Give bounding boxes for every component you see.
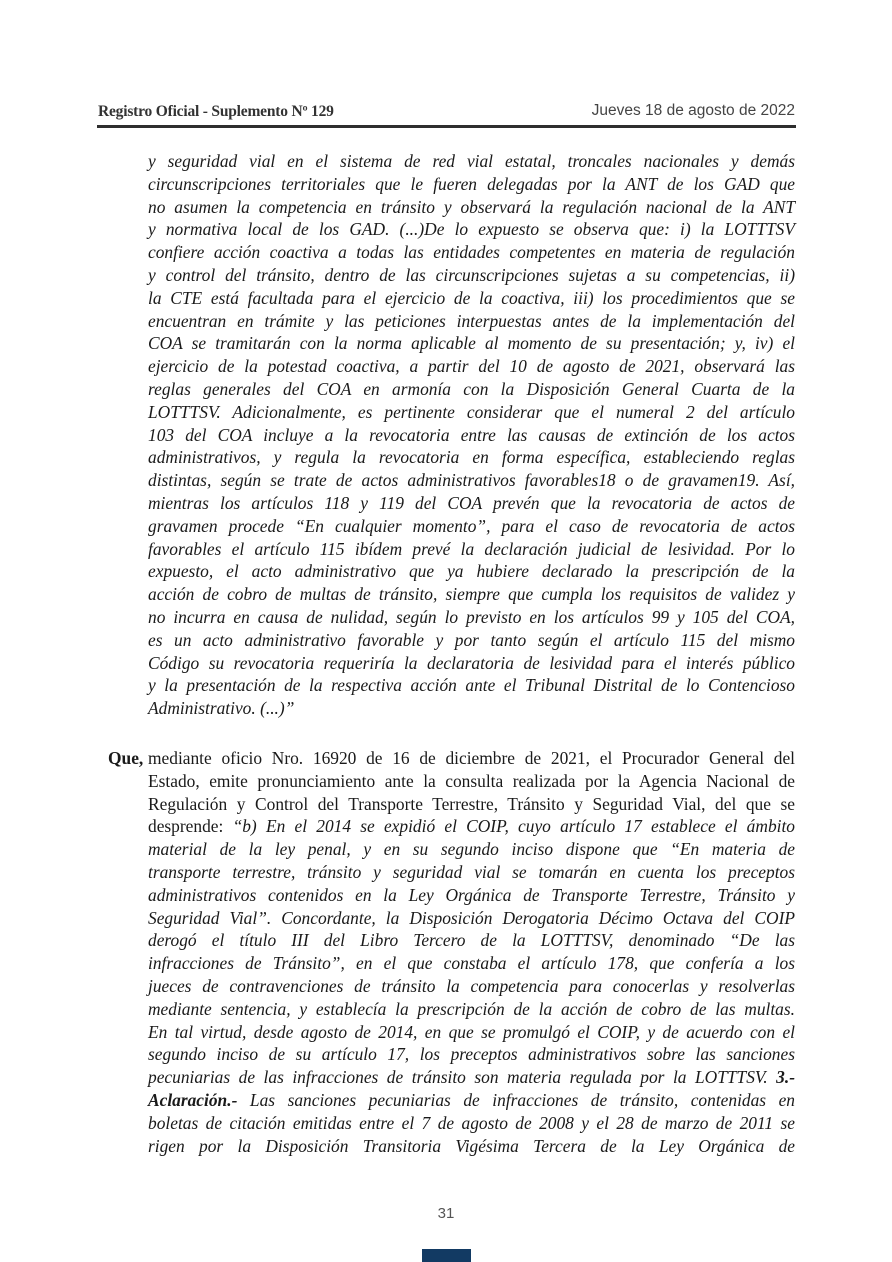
text-line: y seguridad vial en el sistema de red vial estatal, troncales nacionales y demás [148, 151, 795, 171]
header-divider [97, 125, 796, 128]
text-line: ejercicio de la potestad coactiva, a partir del 10 de agosto de 2021, observará las [148, 356, 795, 377]
text-line [148, 1089, 795, 1112]
section-heading: Aclaración.- [148, 1089, 238, 1110]
text-line: Administrativo. (...)” [148, 698, 295, 719]
text-line: Regulación y Control del Transporte Terrestre, Tránsito y Seguridad Vial, del que se [148, 793, 795, 814]
text-line: la CTE está facultada para el ejercicio de la coactiva, iii) los procedimientos que se [148, 287, 795, 308]
text-line: administrativos, y regula la revocatoria en forma específica, estableciendo reglas [148, 447, 795, 468]
text-line: no incurra en causa de nulidad, según lo previsto en los artículos 99 y 105 del COA, [148, 606, 795, 627]
publication-date: Jueves 18 de agosto de 2022 [591, 102, 795, 119]
text-italic: pecuniarias de las infracciones de tránsito son materia regulada por la LOTTTSV. [148, 1067, 777, 1088]
text-line: material de la ley penal, y en su segundo inciso dispone que “En materia de [148, 839, 795, 860]
page-header [98, 103, 795, 125]
text-line: boletas de citación emitidas entre el 7 de agosto de 2008 y el 28 de marzo de 2011 se [148, 1112, 795, 1133]
text-line: Estado, emite pronunciamiento ante la consulta realizada por la Agencia Nacional de [148, 770, 795, 791]
text-plain: desprende: [148, 816, 233, 837]
text-line: confiere acción coactiva a todas las entidades competentes en materia de regulación [148, 242, 795, 263]
text-line: transporte terrestre, tránsito y seguridad vial se tomarán en cuenta los preceptos [148, 861, 795, 882]
text-line: segundo inciso de su artículo 17, los preceptos administrativos sobre las sanciones [148, 1044, 795, 1065]
que-label: Que, [108, 748, 144, 768]
section-number: 3.- [776, 1067, 795, 1088]
text-line: y normativa local de los GAD. (...)De lo expuesto se observa que: i) la LOTTTSV [148, 219, 795, 240]
text-line: favorables el artículo 115 ibídem prevé la declaración judicial de lesividad. Por lo [148, 538, 795, 559]
text-line: expuesto, el acto administrativo que ya hubiere declarado la prescripción de la [148, 561, 795, 582]
que-paragraph [148, 747, 795, 1157]
text-line: distintas, según se trate de actos administrativos favorables18 o de gravamen19. Así, [148, 470, 795, 491]
text-line: En tal virtud, desde agosto de 2014, en que se promulgó el COIP, y de acuerdo con el [148, 1021, 795, 1042]
text-line: jueces de contravenciones de tránsito la competencia para conocerlas y resolverlas [148, 975, 795, 996]
text-line: 103 del COA incluye a la revocatoria entre las causas de extinción de los actos [148, 424, 795, 445]
text-line: mientras los artículos 118 y 119 del COA prevén que la revocatoria de actos de [148, 492, 795, 513]
text-line: y control del tránsito, dentro de las circunscripciones sujetas a su competencias, ii) [148, 264, 795, 285]
text-line: reglas generales del COA en armonía con la Disposición General Cuarta de la [148, 378, 795, 399]
text-line [148, 815, 795, 838]
text-line: gravamen procede “En cualquier momento”, para el caso de revocatoria de actos [148, 515, 795, 536]
text-line: encuentran en trámite y las peticiones interpuestas antes de la implementación del [148, 310, 795, 331]
text-line: y la presentación de la respectiva acción ante el Tribunal Distrital de lo Contencioso [148, 675, 795, 696]
quoted-text-block [148, 150, 795, 720]
footer-color-tab [422, 1249, 471, 1262]
text-line: Seguridad Vial”. Concordante, la Disposición Derogatoria Décimo Octava del COIP [148, 907, 795, 928]
text-line: no asumen la competencia en tránsito y observará la regulación nacional de la ANT [148, 196, 795, 217]
text-line: COA se tramitarán con la norma aplicable al momento de su presentación; y, iv) el [148, 333, 795, 354]
text-line: mediante oficio Nro. 16920 de 16 de diciembre de 2021, el Procurador General del [148, 748, 795, 768]
text-line: administrativos contenidos en la Ley Orgánica de Transporte Terrestre, Tránsito y [148, 884, 795, 905]
text-italic: Las sanciones pecuniarias de infracciones de tránsito, contenidas en [237, 1089, 795, 1110]
text-line: circunscripciones territoriales que le fueren delegadas por la ANT de los GAD que [148, 173, 795, 194]
text-line: es un acto administrativo favorable y por tanto según el artículo 115 del mismo [148, 629, 795, 650]
text-line: derogó el título III del Libro Tercero de la LOTTTSV, denominado “De las [148, 930, 795, 951]
text-line: mediante sentencia, y establecía la prescripción de la acción de cobro de las multas. [148, 998, 795, 1019]
text-line [148, 1066, 795, 1089]
text-line: rigen por la Disposición Transitoria Vigésima Tercera de la Ley Orgánica de [148, 1135, 795, 1156]
publication-title: Registro Oficial - Suplemento Nº 129 [98, 103, 334, 120]
text-line: LOTTTSV. Adicionalmente, es pertinente considerar que el numeral 2 del artículo [148, 401, 795, 422]
text-line: Código su revocatoria requeriría la declaratoria de lesividad para el interés público [148, 652, 795, 673]
page-number: 31 [437, 1205, 455, 1222]
quote-italic: “b) En el 2014 se expidió el COIP, cuyo artículo 17 establece el ámbito [232, 816, 795, 837]
text-line: infracciones de Tránsito”, en el que constaba el artículo 178, que confería a los [148, 953, 795, 974]
text-line: acción de cobro de multas de tránsito, siempre que cumpla los requisitos de validez y [148, 584, 795, 605]
